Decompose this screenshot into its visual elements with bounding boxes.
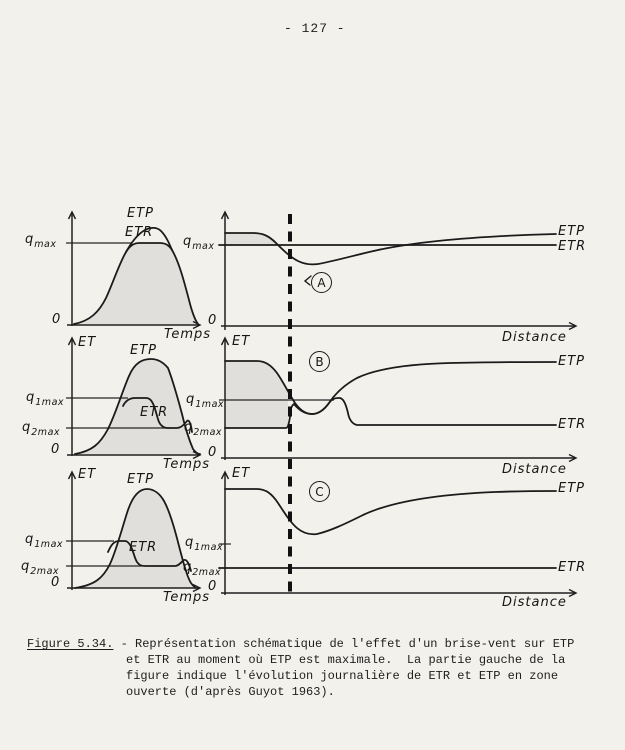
panel-c-marker xyxy=(309,481,330,502)
q-base: q xyxy=(25,232,35,247)
c-right-y-axis-label: ET xyxy=(232,466,251,481)
panel-c-letter: C xyxy=(315,484,324,499)
c-left-etr-label: ETR xyxy=(129,540,158,555)
q-sub: 2max xyxy=(30,566,60,577)
caption-line-2: et ETR au moment où ETP est maximale. La partie gauche de la xyxy=(126,653,566,667)
c-left-etp-label: ETP xyxy=(127,472,154,487)
b-left-etr-label: ETR xyxy=(140,405,169,420)
q-sub: 2max xyxy=(31,427,61,438)
a-left-etp-label: ETP xyxy=(127,206,154,221)
b-right-etr-label: ETR xyxy=(558,417,587,432)
c-right-etp-label: ETP xyxy=(558,481,585,496)
b-right-x-axis-label: Distance xyxy=(502,462,567,477)
q-sub: 2max xyxy=(193,427,223,438)
a-left-shade xyxy=(74,243,198,324)
q-base: q xyxy=(183,234,193,249)
b-right-shade xyxy=(225,361,288,428)
c-right-etr-label: ETR xyxy=(558,560,587,575)
caption-line-1-text: - Représentation schématique de l'effet d'un brise-vent sur ETP xyxy=(113,637,575,651)
c-right-x-axis-label: Distance xyxy=(502,595,567,610)
b-right-etp-label: ETP xyxy=(558,354,585,369)
figure-caption xyxy=(27,636,602,700)
q-base: q xyxy=(21,559,31,574)
a-left-etr-label: ETR xyxy=(125,225,154,240)
b-left-q2max-label xyxy=(22,421,60,440)
q-sub: max xyxy=(34,239,57,250)
a-right-etp-curve xyxy=(225,233,556,264)
b-right-y-axis-label: ET xyxy=(232,334,251,349)
b-left-q1max-label xyxy=(26,391,64,410)
a-right-origin-label: 0 xyxy=(208,313,218,328)
q-base: q xyxy=(185,535,195,550)
a-left-x-axis-label: Temps xyxy=(164,327,212,342)
panel-b-marker xyxy=(309,351,330,372)
panel-b-letter: B xyxy=(315,354,324,369)
b-right-q2max-label xyxy=(184,421,222,440)
q-sub: 1max xyxy=(34,539,64,550)
panel-a-letter: A xyxy=(317,275,326,290)
caption-line-1 xyxy=(27,636,602,652)
c-right-q2max-label xyxy=(183,561,221,580)
b-left-y-axis-label: ET xyxy=(78,335,97,350)
q-base: q xyxy=(184,420,194,435)
q-base: q xyxy=(26,390,36,405)
figure-number: Figure 5.34. xyxy=(27,637,114,651)
a-right-etp-label: ETP xyxy=(558,224,585,239)
page-number: - 127 - xyxy=(284,21,346,36)
caption-line-4: ouverte (d'après Guyot 1963). xyxy=(126,685,335,699)
c-right-etp-curve xyxy=(225,489,556,534)
q-sub: 1max xyxy=(194,542,224,553)
b-left-etp-label: ETP xyxy=(130,343,157,358)
q-sub: 1max xyxy=(195,399,225,410)
q-base: q xyxy=(25,532,35,547)
b-right-origin-label: 0 xyxy=(208,445,218,460)
c-right-q1max-label xyxy=(185,536,223,555)
a-right-qmax-label xyxy=(183,235,214,254)
c-left-origin-label: 0 xyxy=(51,575,61,590)
b-left-origin-label: 0 xyxy=(51,442,61,457)
q-base: q xyxy=(186,392,196,407)
q-sub: 1max xyxy=(35,397,65,408)
c-left-x-axis-label: Temps xyxy=(163,590,211,605)
c-left-q1max-label xyxy=(25,533,63,552)
a-right-etr-label: ETR xyxy=(558,239,587,254)
panel-a-marker xyxy=(311,272,332,293)
q-sub: 2max xyxy=(192,567,222,578)
c-left-y-axis-label: ET xyxy=(78,467,97,482)
q-base: q xyxy=(183,560,193,575)
q-base: q xyxy=(22,420,32,435)
caption-line-3: figure indique l'évolution journalière de ETR et ETP en zone xyxy=(126,669,559,683)
a-left-qmax-label xyxy=(25,233,56,252)
c-right-origin-label: 0 xyxy=(208,579,218,594)
q-sub: max xyxy=(192,241,215,252)
b-left-x-axis-label: Temps xyxy=(163,457,211,472)
b-left-shade xyxy=(75,359,200,454)
a-left-origin-label: 0 xyxy=(52,312,62,327)
b-right-q1max-label xyxy=(186,393,224,412)
a-right-x-axis-label: Distance xyxy=(502,330,567,345)
